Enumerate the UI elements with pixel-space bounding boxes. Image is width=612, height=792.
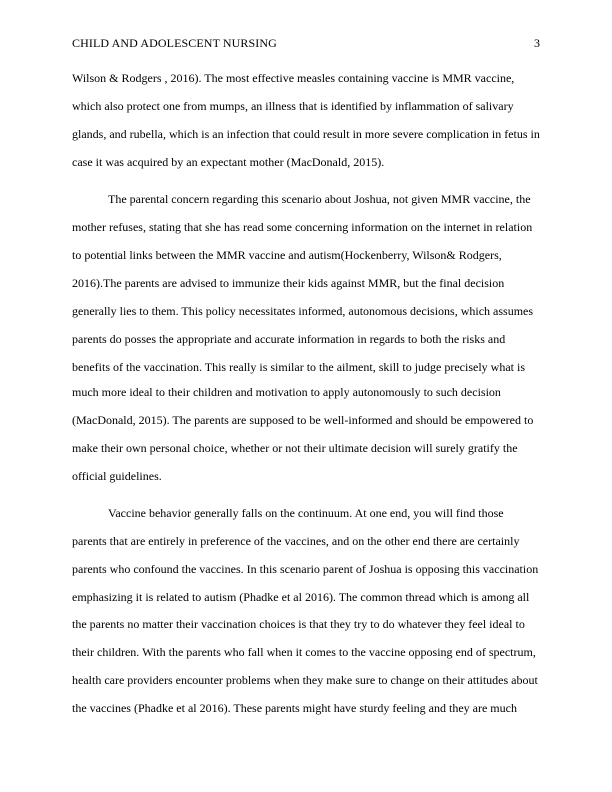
text-line: much more ideal to their children and motivation to apply autonomously to such decision xyxy=(72,385,501,399)
page-number: 3 xyxy=(534,36,540,50)
running-head: CHILD AND ADOLESCENT NURSING xyxy=(72,36,277,50)
text-line: the parents no matter their vaccination choices is that they try to do whatever they feel ideal to xyxy=(72,617,525,631)
text-line: to potential links between the MMR vaccine and autism(Hockenberry, Wilson& Rodgers, xyxy=(72,248,502,262)
text-line: case it was acquired by an expectant mother (MacDonald, 2015). xyxy=(72,155,385,169)
text-line: parents do posses the appropriate and accurate information in regards to both the risks and xyxy=(72,332,506,346)
text-line: the vaccines (Phadke et al 2016). These parents might have sturdy feeling and they are much xyxy=(72,701,517,715)
text-line: parents who confound the vaccines. In this scenario parent of Joshua is opposing this vaccination xyxy=(72,562,539,576)
text-line: make their own personal choice, whether or not their ultimate decision will surely gratify the xyxy=(72,441,518,455)
text-line: their children. With the parents who fall when it comes to the vaccine opposing end of spectrum, xyxy=(72,645,536,659)
page-header xyxy=(72,36,540,52)
text-line: 2016).The parents are advised to immunize their kids against MMR, but the final decision xyxy=(72,276,505,290)
text-line: The parental concern regarding this scenario about Joshua, not given MMR vaccine, the xyxy=(108,192,531,206)
text-line: benefits of the vaccination. This really is similar to the ailment, skill to judge precisely what is xyxy=(72,360,526,374)
text-line: mother refuses, stating that she has read some concerning information on the internet in relation xyxy=(72,220,533,234)
text-line: health care providers encounter problems when they make sure to change on their attitudes about xyxy=(72,673,538,687)
text-line: Vaccine behavior generally falls on the continuum. At one end, you will find those xyxy=(108,506,504,520)
text-line: glands, and rubella, which is an infection that could result in more severe complication in fetus in xyxy=(72,127,540,141)
text-line: (MacDonald, 2015). The parents are supposed to be well-informed and should be empowered to xyxy=(72,413,534,427)
text-line: which also protect one from mumps, an illness that is identified by inflammation of salivary xyxy=(72,99,514,113)
text-line: Wilson & Rodgers , 2016). The most effective measles containing vaccine is MMR vaccine, xyxy=(72,71,515,85)
text-line: emphasizing it is related to autism (Phadke et al 2016). The common thread which is among all xyxy=(72,590,530,604)
text-line: parents that are entirely in preference of the vaccines, and on the other end there are certainly xyxy=(72,534,520,548)
text-line: official guidelines. xyxy=(72,469,162,483)
text-line: generally lies to them. This policy necessitates informed, autonomous decisions, which assumes xyxy=(72,304,534,318)
